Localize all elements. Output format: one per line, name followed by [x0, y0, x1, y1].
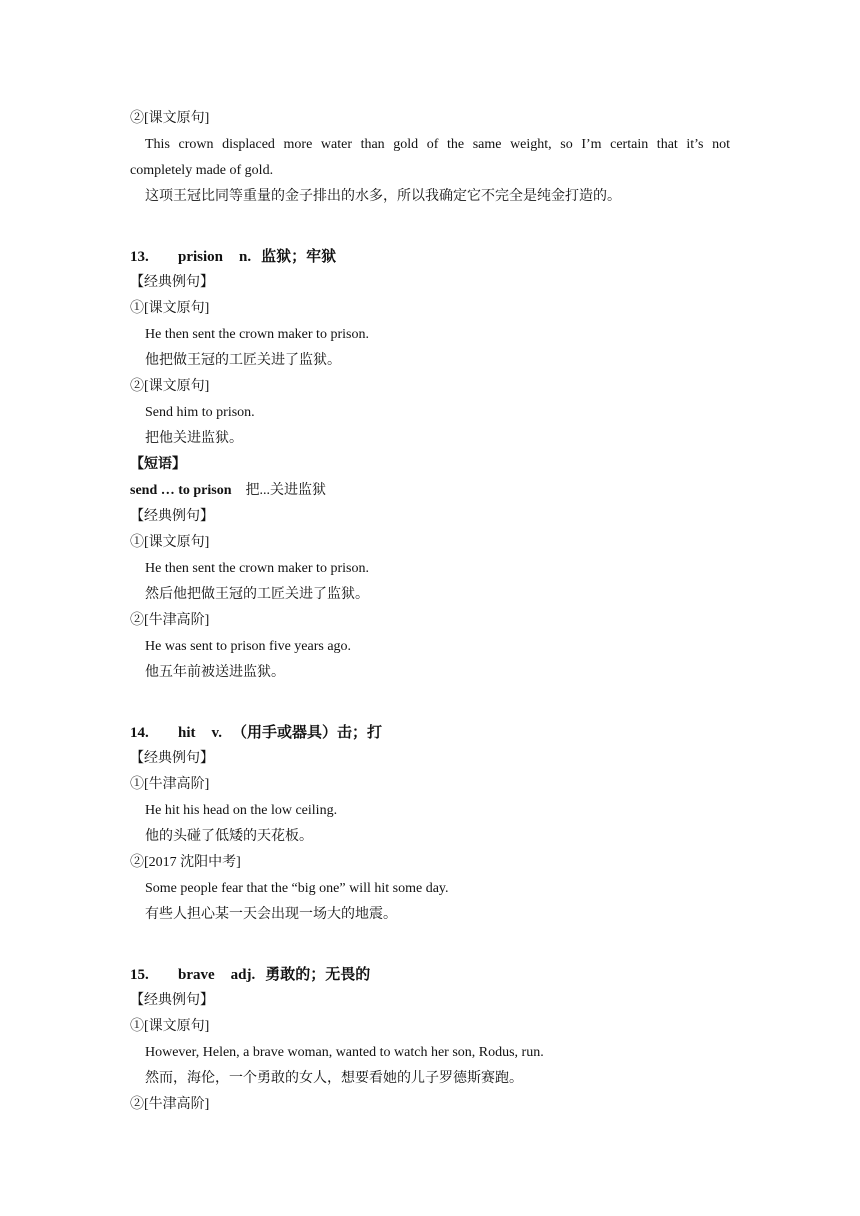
example-sentence-en: Send him to prison.	[145, 405, 255, 420]
source-label: ①[课文原句]	[130, 535, 210, 550]
phrase-label: 【短语】	[130, 457, 186, 472]
source-label: ②[课文原句]	[130, 379, 210, 394]
source-label: ②[牛津高阶]	[130, 1097, 210, 1112]
entry-number: 14.	[130, 725, 149, 741]
source-label: ①[牛津高阶]	[130, 777, 210, 792]
entry-meaning: （用手或器具）击；打	[231, 725, 382, 741]
entry-heading-14	[130, 720, 730, 746]
source-label: ②[2017 沈阳中考]	[130, 855, 241, 870]
example-sentence-en: He then sent the crown maker to prison.	[145, 327, 369, 342]
example-translation-zh: 他把做王冠的工匠关进了监狱。	[145, 353, 341, 368]
entry-word: brave	[178, 967, 215, 983]
example-sentence-en: He hit his head on the low ceiling.	[145, 803, 338, 818]
entry-meaning: 监狱；牢狱	[261, 249, 337, 265]
entry-meaning: 勇敢的；无畏的	[265, 967, 371, 983]
source-label: ①[课文原句]	[130, 1019, 210, 1034]
source-label: ②[牛津高阶]	[130, 613, 210, 628]
example-sentence-en: He was sent to prison five years ago.	[145, 639, 352, 654]
example-translation-zh: 他五年前被送进监狱。	[145, 665, 285, 680]
entry-part-of-speech: v.	[211, 725, 222, 741]
example-translation-zh: 然而，海伦，一个勇敢的女人，想要看她的儿子罗德斯赛跑。	[145, 1071, 523, 1086]
entry-word: prision	[178, 249, 224, 265]
page-content	[130, 106, 730, 1118]
source-label: ②[课文原句]	[130, 111, 210, 126]
phrase-row	[130, 478, 730, 504]
examples-label: 【经典例句】	[130, 275, 214, 290]
phrase-zh: 把...关进监狱	[245, 483, 327, 498]
entry-part-of-speech: adj.	[230, 967, 256, 983]
entry-heading-15	[130, 962, 730, 988]
phrase-en: send … to prison	[130, 483, 232, 498]
entry-number: 15.	[130, 967, 149, 983]
example-translation-zh: 有些人担心某一天会出现一场大的地震。	[145, 907, 397, 922]
example-translation-zh: 这项王冠比同等重量的金子排出的水多，所以我确定它不完全是纯金打造的。	[145, 189, 621, 204]
example-sentence-en: He then sent the crown maker to prison.	[145, 561, 369, 576]
entry-word: hit	[178, 725, 196, 741]
example-sentence-en: This crown displaced more water than gold of the same weight, so I’m certain that it’s not	[145, 137, 730, 152]
example-translation-zh: 他的头碰了低矮的天花板。	[145, 829, 313, 844]
examples-label: 【经典例句】	[130, 751, 214, 766]
example-translation-zh: 把他关进监狱。	[145, 431, 243, 446]
example-sentence-en-continued: completely made of gold.	[130, 163, 274, 178]
example-translation-zh: 然后他把做王冠的工匠关进了监狱。	[145, 587, 369, 602]
examples-label: 【经典例句】	[130, 993, 214, 1008]
source-label: ①[课文原句]	[130, 301, 210, 316]
entry-number: 13.	[130, 249, 149, 265]
example-sentence-en: However, Helen, a brave woman, wanted to watch her son, Rodus, run.	[145, 1045, 544, 1060]
entry-heading-13	[130, 244, 730, 270]
examples-label: 【经典例句】	[130, 509, 214, 524]
entry-part-of-speech: n.	[239, 249, 252, 265]
example-sentence-en: Some people fear that the “big one” will hit some day.	[145, 881, 449, 896]
